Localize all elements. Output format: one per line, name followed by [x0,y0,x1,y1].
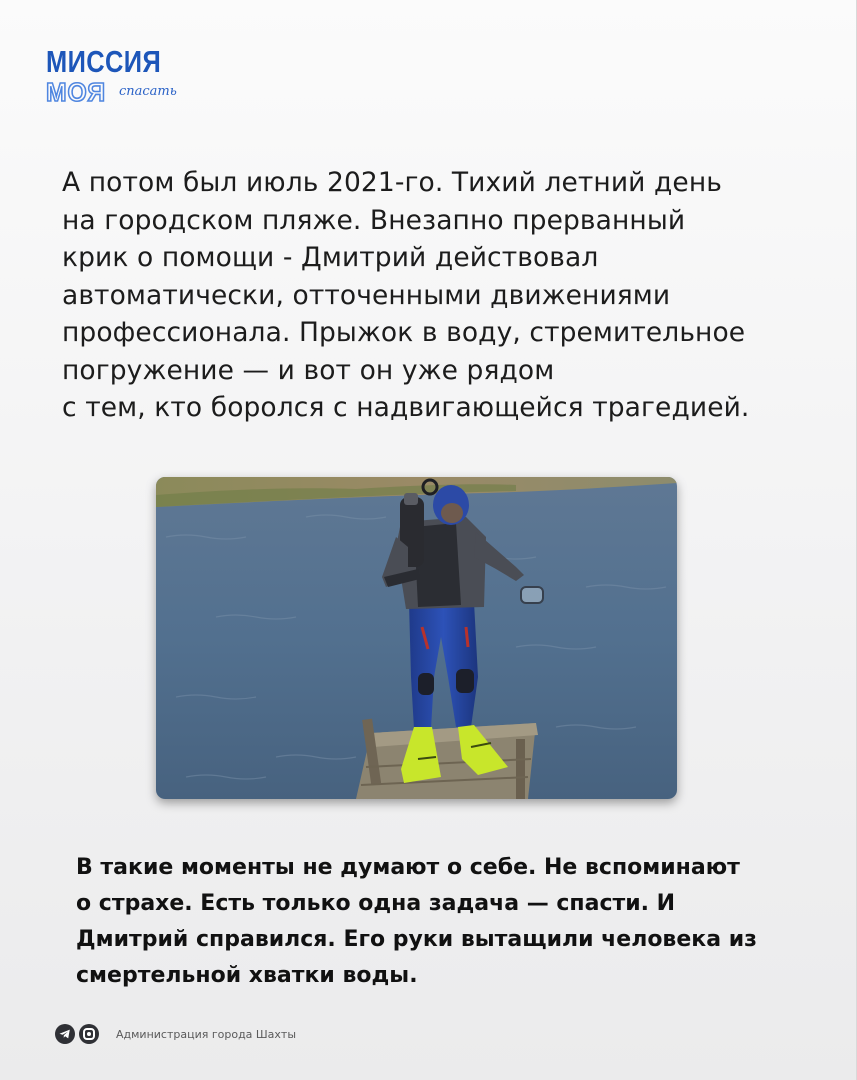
story-line: погружение — и вот он уже рядом [62,354,555,386]
mission-logo [46,44,196,106]
story-line: А потом был июль 2021-го. Тихий летний день [62,167,722,198]
story-line: профессионала. Прыжок в воду, стремительное [62,317,746,348]
conclusion-line: смертельной хватки воды. [76,963,418,988]
logo-line-2: МОЯ [46,77,107,107]
conclusion-paragraph [76,850,816,994]
logo-script: спасать [119,84,177,99]
story-line: на городском пляже. Внезапно прерванный [62,204,686,236]
footer-organization: Администрация города Шахты [116,1027,297,1041]
vk-icon[interactable] [79,1024,99,1044]
diver-photo [156,477,677,799]
telegram-icon[interactable] [55,1024,75,1044]
story-line: с тем, кто боролся с надвигающейся трагедией. [62,392,750,423]
footer [55,1023,296,1045]
story-line: автоматически, отточенными движениями [62,279,671,311]
conclusion-line: Дмитрий справился. Его руки вытащили человека из [76,927,757,952]
story-line: крик о помощи - Дмитрий действовал [62,242,599,273]
conclusion-line: о страхе. Есть только одна задача — спасти. И [76,891,676,916]
logo-line-1: МИССИЯ [46,44,162,79]
conclusion-line: В такие моменты не думают о себе. Не вспоминают [76,855,740,880]
story-paragraph [62,164,822,427]
diver-photo-illustration [156,477,677,799]
